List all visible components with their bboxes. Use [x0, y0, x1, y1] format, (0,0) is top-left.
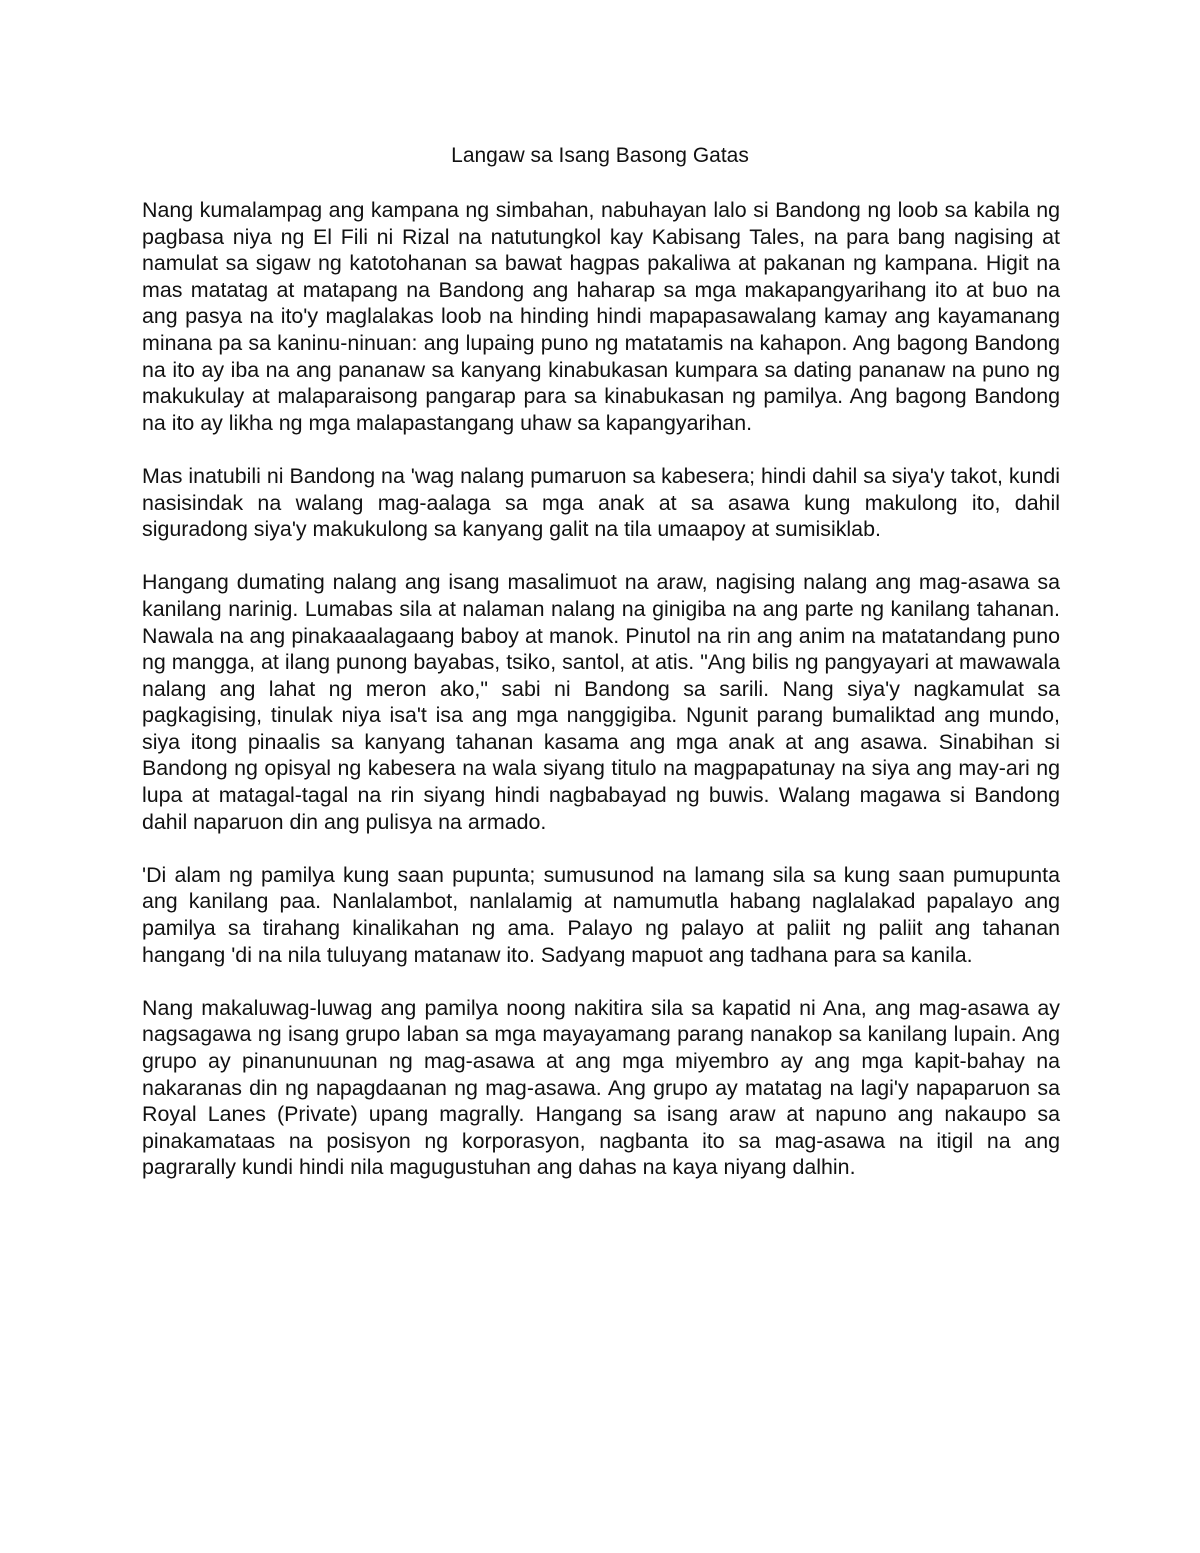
- paragraph-3: Hangang dumating nalang ang isang masalimuot na araw, nagising nalang ang mag-asawa sa kanilang narinig. Lumabas sila at nalaman nalang na ginigiba na ang parte ng kanilang tahanan. Nawala na ang pinakaaalagaang baboy at manok. Pinutol na rin ang anim na matatandang puno ng mangga, at ilang punong bayabas, tsiko, santol, at atis. "Ang bilis ng pangyayari at mawawala nalang ang lahat ng meron ako," sabi ni Bandong sa sarili. Nang siya'y nagkamulat sa pagkagising, tinulak niya isa't isa ang mga nanggigiba. Ngunit parang bumaliktad ang mundo, siya itong pinaalis sa kanyang tahanan kasama ang mga anak at ang asawa. Sinabihan si Bandong ng opisyal ng kabesera na wala siyang titulo na magpapatunay na siya ang may-ari ng lupa at matagal-tagal na rin siyang hindi nagbabayad ng buwis. Walang magawa si Bandong dahil naparuon din ang pulisya na armado.: [142, 570, 1060, 834]
- document-body: [142, 197, 1060, 1181]
- document-title: Langaw sa Isang Basong Gatas: [451, 144, 749, 167]
- paragraph-4: 'Di alam ng pamilya kung saan pupunta; sumusunod na lamang sila sa kung saan pumupunta ang kanilang paa. Nanlalambot, nanlalamig at namumutla habang naglalakad papalayo ang pamilya sa tirahang kinalikahan ng ama. Palayo ng palayo at paliit ng paliit ang tahanan hangang 'di na nila tuluyang matanaw ito. Sadyang mapuot ang tadhana para sa kanila.: [142, 862, 1060, 967]
- paragraph-2: Mas inatubili ni Bandong na 'wag nalang pumaruon sa kabesera; hindi dahil sa siya'y takot, kundi nasisindak na walang mag-aalaga sa mga anak at sa asawa kung makulong ito, dahil siguradong siya'y makukulong sa kanyang galit na tila umaapoy at sumisiklab.: [142, 463, 1060, 542]
- paragraph-5: Nang makaluwag-luwag ang pamilya noong nakitira sila sa kapatid ni Ana, ang mag-asawa ay nagsagawa ng isang grupo laban sa mga mayayamang parang nanakop sa kanilang lupain. Ang grupo ay pinanunuunan ng mag-asawa at ang mga miyembro ay ang mga kapit-bahay na nakaranas din ng napagdaanan ng mag-asawa. Ang grupo ay matatag na lagi'y napaparuon sa Royal Lanes (Private) upang magrally. Hangang sa isang araw at napuno ang nakaupo sa pinakamataas na posisyon ng korporasyon, nagbanta ito sa mag-asawa na itigil na ang pagrarally kundi hindi nila magugustuhan ang dahas na kaya niyang dalhin.: [142, 995, 1060, 1180]
- paragraph-1: Nang kumalampag ang kampana ng simbahan, nabuhayan lalo si Bandong ng loob sa kabila ng pagbasa niya ng El Fili ni Rizal na natutungkol kay Kabisang Tales, na para bang nagising at namulat sa sigaw ng katotohanan sa bawat hagpas pakaliwa at pakanan ng kampana. Higit na mas matatag at matapang na Bandong ang haharap sa mga makapangyarihang ito at buo na ang pasya na ito'y maglalakas loob na hinding hindi mapapasawalang kamay ang kayamanang minana pa sa kaninu-ninuan: ang lupaing puno ng matatamis na kahapon. Ang bagong Bandong na ito ay iba na ang pananaw sa kanyang kinabukasan kumpara sa dating pananaw na puno ng makukulay at malaparaisong pangarap para sa kinabukasan ng pamilya. Ang bagong Bandong na ito ay likha ng mga malapastangang uhaw sa kapangyarihan.: [142, 198, 1060, 435]
